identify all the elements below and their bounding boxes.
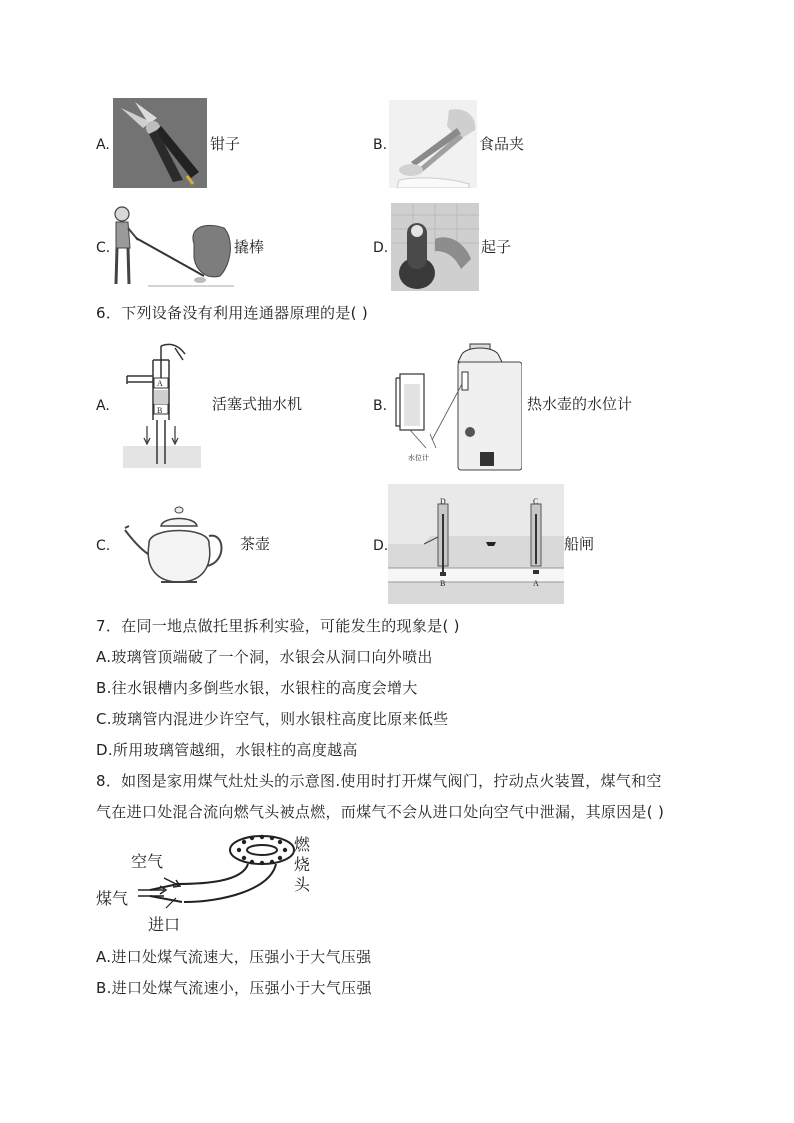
q5-option-a-caption: 钳子 [210,135,241,153]
q5-option-d-letter: D. [373,240,389,256]
q6-option-b-letter: B. [373,398,388,414]
gas-figure-label-burner [294,835,312,895]
crowbar-image [108,204,234,288]
q5-option-c-caption: 撬棒 [234,238,265,256]
q8-option-b: B.进口处煤气流速小，压强小于大气压强 [96,979,372,997]
lock-label-c: C [533,497,539,506]
gas-figure-label-gas: 煤气 [96,889,129,908]
lock-label-d: D [440,497,446,506]
q6-option-b-caption: 热水壶的水位计 [527,395,633,413]
q7-option-b: B.往水银槽内多倒些水银，水银柱的高度会增大 [96,679,418,697]
gas-figure-label-air: 空气 [131,852,164,871]
lock-label-a: A [533,579,539,588]
burner-char-2: 烧 [294,855,311,874]
gauge-label: 水位计 [408,454,429,462]
q6-option-d-letter: D. [373,538,389,554]
q5-option-b-caption: 食品夹 [479,135,525,153]
q8-option-a: A.进口处煤气流速大，压强小于大气压强 [96,948,372,966]
pump-label-a: A [157,379,163,388]
piston-pump-diagram [123,340,201,468]
gas-burner-diagram [94,830,324,936]
lock-label-b: B [440,579,446,588]
q6-option-d-caption: 船闸 [564,535,595,553]
ship-lock-diagram [388,484,564,604]
q8-stem-line1: 8．如图是家用煤气灶灶头的示意图.使用时打开煤气阀门，拧动点火装置，煤气和空 [96,772,662,790]
burner-char-1: 燃 [294,835,311,854]
kettle-gauge-diagram [392,340,522,472]
gas-figure-label-inlet: 进口 [148,915,181,934]
q6-option-a-letter: A. [96,398,110,414]
q7-option-a: A.玻璃管顶端破了一个洞，水银会从洞口向外喷出 [96,648,433,666]
q7-option-c: C.玻璃管内混进少许空气，则水银柱高度比原来低些 [96,710,449,728]
q5-option-a-letter: A. [96,137,110,153]
pliers-image [113,98,207,188]
q5-option-c-letter: C. [96,240,111,256]
food-tongs-image [389,100,477,188]
q7-option-d: D.所用玻璃管越细，水银柱的高度越高 [96,741,358,759]
q6-stem: 6．下列设备没有利用连通器原理的是( ) [96,304,369,322]
pump-label-b: B [157,406,163,415]
q5-option-d-caption: 起子 [481,238,512,256]
teapot-diagram [121,504,227,586]
q6-option-c-caption: 茶壶 [240,535,271,553]
q5-option-b-letter: B. [373,137,388,153]
q8-stem-line2: 气在进口处混合流向燃气头被点燃，而煤气不会从进口处向空气中泄漏，其原因是( ) [96,803,665,821]
q6-option-a-caption: 活塞式抽水机 [212,395,303,413]
bottle-opener-image [391,203,479,291]
q7-stem: 7．在同一地点做托里拆利实验，可能发生的现象是( ) [96,617,460,635]
q6-option-c-letter: C. [96,538,111,554]
burner-char-3: 头 [294,875,311,894]
